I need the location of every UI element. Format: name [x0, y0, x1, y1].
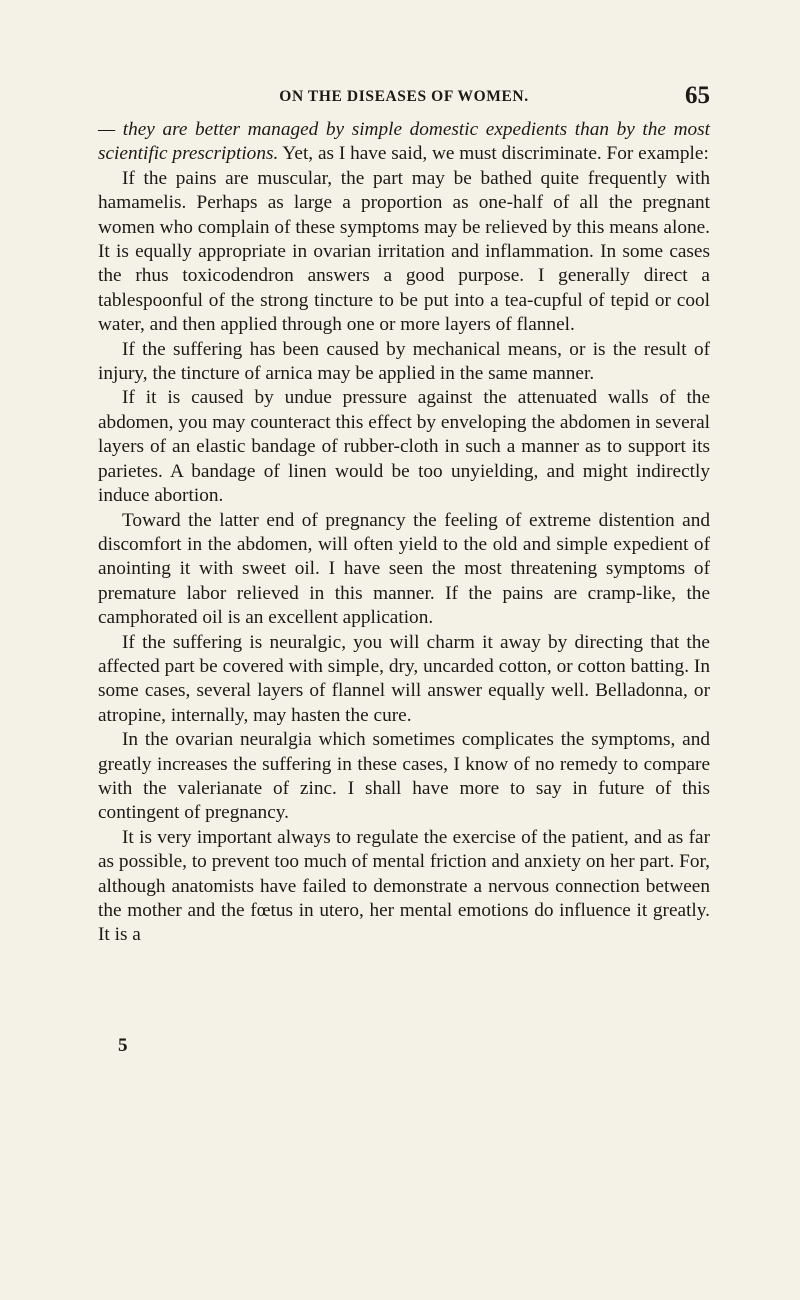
- paragraph: If it is caused by undue pressure against the attenuated walls of the abdomen, you may counteract this effect by enveloping the abdomen in several layers of an elastic bandage of rubber-cloth in such a manner as to support its parietes. A bandage of linen would be too unyielding, and might indirectly induce abortion.: [98, 387, 710, 507]
- body-text: [98, 118, 710, 948]
- page-header: [98, 82, 710, 116]
- page-number: 65: [685, 82, 710, 109]
- paragraph: It is very important always to regulate the exercise of the patient, and as far as possible, to prevent too much of mental friction and anxiety on her part. For, although anatomists have failed to demonstrate a nervous connection between the mother and the fœtus in utero, her mental emotions do influence it greatly. It is a: [98, 826, 710, 946]
- italic-lead-text: — they are better managed by simple domestic expedients than by the most scientific prescriptions.: [98, 119, 710, 165]
- running-head: ON THE DISEASES OF WOMEN.: [279, 88, 529, 105]
- paragraph: Toward the latter end of pregnancy the feeling of extreme distention and discomfort in the abdomen, will often yield to the old and simple expedient of anointing it with sweet oil. I have seen the most threatening symptoms of premature labor relieved in this manner. If the pains are cramp-like, the camphorated oil is an excellent application.: [98, 509, 710, 629]
- paragraph: If the suffering has been caused by mechanical means, or is the result of injury, the tincture of arnica may be applied in the same manner.: [98, 338, 710, 385]
- paragraph: If the suffering is neuralgic, you will charm it away by directing that the affected part be covered with simple, dry, uncarded cotton, or cotton batting. In some cases, several layers of flannel will answer equally well. Belladonna, or atropine, internally, may hasten the cure.: [98, 631, 710, 726]
- paragraph: In the ovarian neuralgia which sometimes complicates the symptoms, and greatly increases the suffering in these cases, I know of no remedy to compare with the valerianate of zinc. I shall have more to say in future of this contingent of pregnancy.: [98, 729, 710, 824]
- paragraph: If the pains are muscular, the part may be bathed quite frequently with hamamelis. Perhaps as large a proportion as one-half of all the pregnant women who complain of these symptoms may be relieved by this means alone. It is equally appropriate in ovarian irritation and inflammation. In some cases the rhus toxicodendron answers a good purpose. I generally direct a tablespoonful of the strong tincture to be put into a tea-cupful of tepid or cool water, and then applied through one or more layers of flannel.: [98, 167, 710, 336]
- paragraph-text: Yet, as I have said, we must discriminate. For example:: [278, 143, 709, 165]
- paragraph: [98, 118, 710, 167]
- signature-mark: 5: [118, 1035, 128, 1056]
